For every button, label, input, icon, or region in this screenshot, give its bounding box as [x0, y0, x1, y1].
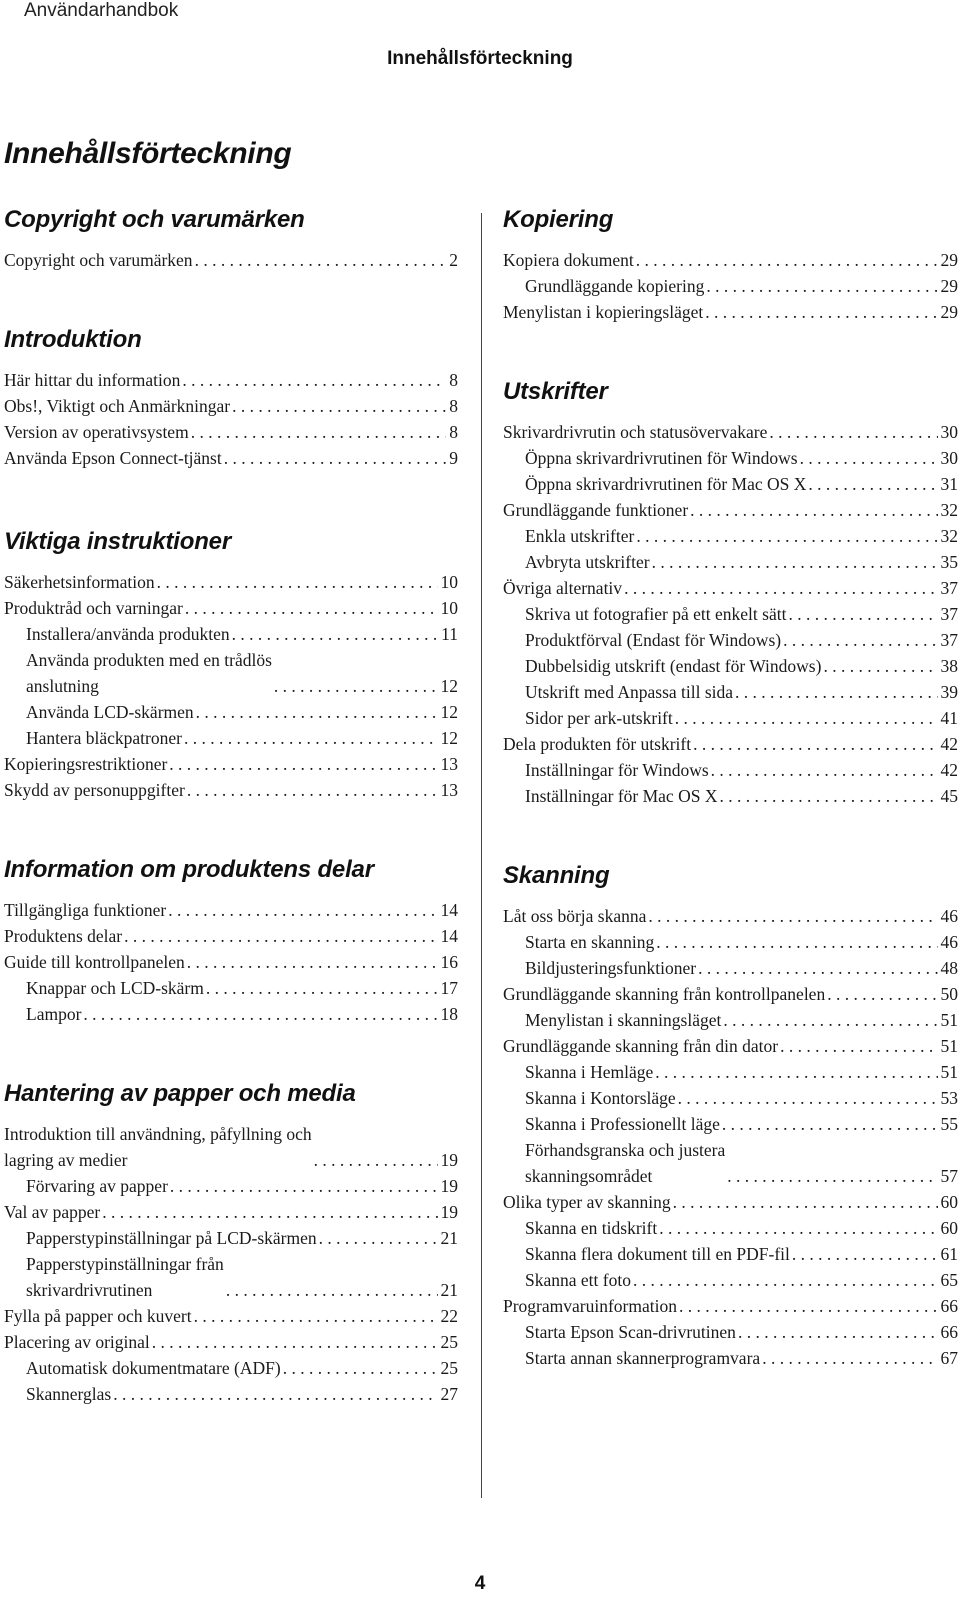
toc-entry[interactable] — [503, 1085, 958, 1111]
toc-entry-label: Placering av original — [4, 1332, 150, 1352]
toc-entry[interactable] — [503, 549, 958, 575]
toc-entry[interactable] — [4, 647, 458, 699]
toc-entry-label: Produktråd och varningar — [4, 598, 183, 618]
toc-entry-label: Låt oss börja skanna — [503, 906, 647, 926]
dot-leader — [170, 1173, 438, 1199]
toc-entry-label: Olika typer av skanning — [503, 1192, 671, 1212]
toc-entry-label: Knappar och LCD-skärm — [26, 978, 204, 998]
section-title: Skanning — [503, 862, 610, 889]
toc-entry[interactable] — [4, 1173, 458, 1199]
toc-entry-page: 37 — [940, 604, 958, 624]
toc-entry-list — [503, 903, 958, 1371]
toc-entry-page: 39 — [940, 682, 958, 702]
toc-entry-list — [4, 247, 458, 273]
dot-leader — [195, 247, 447, 273]
toc-entry[interactable] — [4, 725, 458, 751]
toc-entry-page: 46 — [940, 906, 958, 926]
toc-entry-label: Lampor — [26, 1004, 82, 1024]
dot-leader — [675, 705, 938, 731]
toc-entry-label: Installera/använda produkten — [26, 624, 230, 644]
toc-entry-page: 13 — [440, 754, 458, 774]
toc-left-column — [4, 205, 458, 1407]
toc-entry-page: 66 — [940, 1296, 958, 1316]
dot-leader — [283, 1355, 438, 1381]
toc-entry-label: Copyright och varumärken — [4, 250, 193, 270]
toc-entry-page: 45 — [940, 786, 958, 806]
column-divider — [481, 213, 482, 1498]
toc-entry-label: Val av papper — [4, 1202, 101, 1222]
dot-leader — [624, 575, 937, 601]
toc-entry-label: Dela produkten för utskrift — [503, 734, 692, 754]
toc-entry-page: 60 — [940, 1218, 958, 1238]
dot-leader — [780, 1033, 937, 1059]
toc-entry-list — [4, 367, 458, 471]
toc-entry-label: Använda LCD-skärmen — [26, 702, 194, 722]
toc-entry-page: 42 — [940, 760, 958, 780]
toc-entry-list — [4, 897, 458, 1027]
page-title: Innehållsförteckning — [4, 137, 292, 170]
toc-entry-page: 25 — [440, 1358, 458, 1378]
dot-leader — [705, 299, 937, 325]
toc-entry-page: 29 — [940, 276, 958, 296]
toc-entry[interactable] — [503, 575, 958, 601]
dot-leader — [656, 929, 937, 955]
toc-entry-page: 46 — [940, 932, 958, 952]
toc-entry[interactable] — [503, 1059, 958, 1085]
toc-entry-label: Programvaruinformation — [503, 1296, 677, 1316]
toc-entry-label: Inställningar för Mac OS X — [525, 786, 718, 806]
dot-leader — [827, 981, 937, 1007]
toc-entry-page: 8 — [449, 396, 458, 416]
dot-leader — [698, 955, 937, 981]
toc-entry-label: Utskrift med Anpassa till sida — [525, 682, 734, 702]
dot-leader — [636, 247, 938, 273]
dot-leader — [823, 653, 937, 679]
toc-entry-label: Grundläggande skanning från kontrollpanelen — [503, 984, 826, 1004]
dot-leader — [655, 1059, 937, 1085]
toc-entry[interactable] — [503, 273, 958, 299]
dot-leader — [711, 757, 938, 783]
toc-entry-page: 38 — [940, 656, 958, 676]
toc-entry[interactable] — [503, 445, 958, 471]
toc-entry[interactable] — [503, 929, 958, 955]
dot-leader — [722, 1111, 938, 1137]
toc-entry-page: 32 — [940, 526, 958, 546]
dot-leader — [224, 445, 447, 471]
toc-entry[interactable] — [4, 1329, 458, 1355]
section-title: Introduktion — [4, 326, 142, 353]
toc-entry[interactable] — [4, 1225, 458, 1251]
toc-entry-label: Fylla på papper och kuvert — [4, 1306, 192, 1326]
toc-section — [4, 855, 458, 1027]
toc-entry[interactable] — [4, 419, 458, 445]
toc-entry-page: 25 — [440, 1332, 458, 1352]
toc-entry[interactable] — [503, 299, 958, 325]
dot-leader — [319, 1225, 438, 1251]
toc-entry-page: 35 — [940, 552, 958, 572]
dot-leader — [274, 673, 438, 699]
toc-entry-page: 27 — [440, 1384, 458, 1404]
dot-leader — [652, 549, 938, 575]
toc-entry[interactable] — [503, 1215, 958, 1241]
dot-leader — [800, 445, 938, 471]
toc-entry-page: 41 — [940, 708, 958, 728]
toc-entry-label: Skanna ett foto — [525, 1270, 631, 1290]
toc-entry-page: 31 — [940, 474, 958, 494]
toc-entry-page: 51 — [940, 1010, 958, 1030]
toc-entry[interactable] — [503, 1033, 958, 1059]
toc-entry-label: Skanna en tidskrift — [525, 1218, 658, 1238]
toc-entry-label: Kopiera dokument — [503, 250, 634, 270]
dot-leader — [194, 1303, 438, 1329]
dot-leader — [788, 601, 937, 627]
dot-leader — [182, 367, 446, 393]
toc-entry-page: 51 — [940, 1062, 958, 1082]
toc-entry[interactable] — [503, 1007, 958, 1033]
dot-leader — [206, 975, 438, 1001]
toc-entry-page: 37 — [940, 630, 958, 650]
section-title: Viktiga instruktioner — [4, 528, 231, 555]
dot-leader — [633, 1267, 938, 1293]
toc-entry-page: 22 — [440, 1306, 458, 1326]
toc-entry[interactable] — [503, 419, 958, 445]
dot-leader — [738, 1319, 938, 1345]
toc-entry-label: Skriva ut fotografier på ett enkelt sätt — [525, 604, 787, 624]
toc-entry-label: Förhandsgranska och justera skanningsområdet — [525, 1140, 726, 1186]
toc-entry-page: 29 — [940, 302, 958, 322]
toc-entry[interactable] — [503, 497, 958, 523]
toc-entry-page: 37 — [940, 578, 958, 598]
toc-entry[interactable] — [503, 903, 958, 929]
toc-entry[interactable] — [503, 1137, 958, 1189]
toc-entry-label: Skanna i Hemläge — [525, 1062, 654, 1082]
toc-entry[interactable] — [4, 923, 458, 949]
toc-entry[interactable] — [503, 1111, 958, 1137]
toc-entry-label: Dubbelsidig utskrift (endast för Windows) — [525, 656, 822, 676]
dot-leader — [187, 777, 438, 803]
toc-entry-label: Grundläggande kopiering — [525, 276, 705, 296]
toc-entry-page: 19 — [440, 1176, 458, 1196]
toc-entry[interactable] — [4, 445, 458, 471]
toc-entry-page: 13 — [440, 780, 458, 800]
dot-leader — [735, 679, 937, 705]
toc-entry[interactable] — [4, 1121, 458, 1173]
toc-section — [503, 861, 958, 1371]
dot-leader — [152, 1329, 438, 1355]
toc-entry-page: 30 — [940, 448, 958, 468]
toc-entry-label: Papperstypinställningar från skrivardrivrutinen — [26, 1254, 224, 1300]
toc-entry-page: 60 — [940, 1192, 958, 1212]
dot-leader — [232, 393, 446, 419]
toc-entry-label: Tillgängliga funktioner — [4, 900, 167, 920]
toc-entry-label: Här hittar du information — [4, 370, 181, 390]
dot-leader — [678, 1085, 938, 1111]
toc-entry-label: Säkerhetsinformation — [4, 572, 155, 592]
toc-entry[interactable] — [4, 751, 458, 777]
toc-entry-page: 65 — [940, 1270, 958, 1290]
toc-entry-label: Skanna i Kontorsläge — [525, 1088, 676, 1108]
dot-leader — [762, 1345, 937, 1371]
dot-leader — [706, 273, 937, 299]
section-title: Hantering av papper och media — [4, 1080, 356, 1107]
running-title: Innehållsförteckning — [387, 48, 573, 69]
toc-entry[interactable] — [4, 1381, 458, 1407]
toc-entry-page: 10 — [440, 598, 458, 618]
dot-leader — [690, 497, 937, 523]
toc-entry-label: Introduktion till användning, påfyllning och lagring av medier — [4, 1124, 312, 1170]
toc-entry[interactable] — [503, 955, 958, 981]
toc-entry-label: Förvaring av papper — [26, 1176, 168, 1196]
dot-leader — [648, 903, 937, 929]
toc-entry[interactable] — [503, 679, 958, 705]
toc-entry-label: Sidor per ark-utskrift — [525, 708, 673, 728]
dot-leader — [792, 1241, 938, 1267]
toc-entry-list — [503, 247, 958, 325]
toc-entry-label: Grundläggande skanning från din dator — [503, 1036, 779, 1056]
dot-leader — [168, 897, 437, 923]
toc-entry-label: Skanna i Professionellt läge — [525, 1114, 720, 1134]
dot-leader — [723, 1007, 937, 1033]
toc-entry-label: Papperstypinställningar på LCD-skärmen — [26, 1228, 317, 1248]
toc-right-column — [503, 205, 958, 1371]
toc-entry-label: Grundläggande funktioner — [503, 500, 689, 520]
toc-entry[interactable] — [4, 569, 458, 595]
toc-entry-page: 19 — [440, 1150, 458, 1170]
toc-entry[interactable] — [4, 1001, 458, 1027]
dot-leader — [226, 1277, 438, 1303]
toc-entry[interactable] — [4, 1355, 458, 1381]
section-title: Kopiering — [503, 206, 614, 233]
toc-entry-page: 18 — [440, 1004, 458, 1024]
dot-leader — [157, 569, 438, 595]
toc-entry-label: Använda produkten med en trådlös anslutning — [26, 650, 272, 696]
toc-entry-page: 51 — [940, 1036, 958, 1056]
toc-entry[interactable] — [4, 1199, 458, 1225]
toc-entry[interactable] — [503, 757, 958, 783]
toc-entry[interactable] — [4, 393, 458, 419]
toc-entry-label: Skanna flera dokument till en PDF-fil — [525, 1244, 790, 1264]
toc-entry-page: 12 — [440, 728, 458, 748]
toc-entry-page: 14 — [440, 900, 458, 920]
toc-entry-page: 42 — [940, 734, 958, 754]
toc-entry[interactable] — [4, 975, 458, 1001]
toc-entry-page: 30 — [940, 422, 958, 442]
toc-entry-label: Produktens delar — [4, 926, 123, 946]
toc-entry-page: 12 — [440, 702, 458, 722]
toc-entry[interactable] — [503, 731, 958, 757]
toc-entry-label: Avbryta utskrifter — [525, 552, 650, 572]
dot-leader — [169, 751, 437, 777]
toc-entry-label: Skrivardrivrutin och statusövervakare — [503, 422, 768, 442]
toc-entry-page: 50 — [940, 984, 958, 1004]
toc-entry-page: 55 — [940, 1114, 958, 1134]
dot-leader — [783, 627, 937, 653]
toc-entry[interactable] — [4, 777, 458, 803]
toc-entry-page: 48 — [940, 958, 958, 978]
toc-section — [4, 527, 458, 803]
toc-section — [4, 1079, 458, 1407]
running-header: Användarhandbok — [24, 0, 179, 21]
toc-entry-page: 67 — [940, 1348, 958, 1368]
toc-entry-label: Skannerglas — [26, 1384, 112, 1404]
toc-entry-page: 10 — [440, 572, 458, 592]
dot-leader — [808, 471, 937, 497]
toc-entry[interactable] — [503, 783, 958, 809]
toc-entry-label: Starta en skanning — [525, 932, 655, 952]
toc-entry-page: 57 — [940, 1166, 958, 1186]
toc-entry-label: Enkla utskrifter — [525, 526, 635, 546]
dot-leader — [83, 1001, 437, 1027]
toc-section — [4, 325, 458, 471]
dot-leader — [196, 699, 438, 725]
dot-leader — [693, 731, 937, 757]
dot-leader — [232, 621, 439, 647]
toc-entry[interactable] — [503, 1293, 958, 1319]
toc-entry-label: Inställningar för Windows — [525, 760, 709, 780]
toc-entry[interactable] — [503, 523, 958, 549]
toc-entry-list — [503, 419, 958, 809]
toc-entry-label: Guide till kontrollpanelen — [4, 952, 185, 972]
toc-entry[interactable] — [503, 1319, 958, 1345]
toc-entry-page: 17 — [440, 978, 458, 998]
toc-entry[interactable] — [503, 981, 958, 1007]
dot-leader — [673, 1189, 938, 1215]
toc-section — [4, 205, 458, 273]
toc-entry-page: 19 — [440, 1202, 458, 1222]
toc-entry[interactable] — [503, 601, 958, 627]
toc-entry-label: Menylistan i kopieringsläget — [503, 302, 704, 322]
section-title: Information om produktens delar — [4, 856, 374, 883]
toc-entry-page: 16 — [440, 952, 458, 972]
toc-entry-label: Öppna skrivardrivrutinen för Windows — [525, 448, 798, 468]
toc-entry-page: 2 — [449, 250, 458, 270]
dot-leader — [659, 1215, 937, 1241]
toc-entry[interactable] — [503, 247, 958, 273]
toc-entry-label: Använda Epson Connect-tjänst — [4, 448, 222, 468]
toc-entry[interactable] — [4, 897, 458, 923]
toc-entry[interactable] — [4, 1303, 458, 1329]
toc-entry-label: Bildjusteringsfunktioner — [525, 958, 697, 978]
toc-entry-list — [4, 569, 458, 803]
toc-entry[interactable] — [503, 1241, 958, 1267]
toc-entry[interactable] — [503, 705, 958, 731]
dot-leader — [719, 783, 937, 809]
dot-leader — [314, 1147, 438, 1173]
toc-entry[interactable] — [503, 1189, 958, 1215]
toc-entry-page: 8 — [449, 370, 458, 390]
dot-leader — [191, 419, 447, 445]
toc-entry[interactable] — [4, 621, 458, 647]
toc-entry[interactable] — [4, 699, 458, 725]
toc-entry-label: Skydd av personuppgifter — [4, 780, 185, 800]
toc-entry-label: Starta annan skannerprogramvara — [525, 1348, 761, 1368]
toc-entry-page: 8 — [449, 422, 458, 442]
toc-entry-label: Version av operativsystem — [4, 422, 189, 442]
toc-entry[interactable] — [503, 471, 958, 497]
toc-entry-label: Obs!, Viktigt och Anmärkningar — [4, 396, 231, 416]
toc-entry-page: 32 — [940, 500, 958, 520]
section-title: Copyright och varumärken — [4, 206, 305, 233]
dot-leader — [124, 923, 437, 949]
toc-entry-page: 14 — [440, 926, 458, 946]
toc-entry-page: 29 — [940, 250, 958, 270]
toc-entry-label: Produktförval (Endast för Windows) — [525, 630, 782, 650]
toc-entry[interactable] — [4, 247, 458, 273]
toc-entry-page: 61 — [940, 1244, 958, 1264]
toc-entry-label: Övriga alternativ — [503, 578, 623, 598]
toc-entry[interactable] — [503, 627, 958, 653]
dot-leader — [727, 1163, 937, 1189]
toc-entry-label: Kopieringsrestriktioner — [4, 754, 168, 774]
toc-entry[interactable] — [503, 1267, 958, 1293]
toc-entry-page: 11 — [441, 624, 458, 644]
toc-entry-page: 12 — [440, 676, 458, 696]
toc-entry-label: Automatisk dokumentmatare (ADF) — [26, 1358, 281, 1378]
dot-leader — [679, 1293, 938, 1319]
toc-entry-page: 21 — [440, 1280, 458, 1300]
toc-entry-list — [4, 1121, 458, 1407]
page-number: 4 — [474, 1573, 486, 1594]
dot-leader — [769, 419, 937, 445]
dot-leader — [187, 949, 438, 975]
toc-entry-page: 21 — [440, 1228, 458, 1248]
dot-leader — [184, 725, 438, 751]
toc-section — [503, 205, 958, 325]
toc-entry-label: Hantera bläckpatroner — [26, 728, 182, 748]
toc-entry[interactable] — [503, 653, 958, 679]
toc-entry[interactable] — [4, 949, 458, 975]
toc-entry[interactable] — [4, 595, 458, 621]
toc-entry-page: 53 — [940, 1088, 958, 1108]
dot-leader — [185, 595, 438, 621]
toc-entry[interactable] — [503, 1345, 958, 1371]
toc-entry-page: 9 — [449, 448, 458, 468]
toc-entry[interactable] — [4, 367, 458, 393]
dot-leader — [113, 1381, 437, 1407]
toc-section — [503, 377, 958, 809]
toc-entry-label: Starta Epson Scan-drivrutinen — [525, 1322, 736, 1342]
dot-leader — [102, 1199, 437, 1225]
section-title: Utskrifter — [503, 378, 608, 405]
toc-entry-page: 66 — [940, 1322, 958, 1342]
toc-entry-label: Menylistan i skanningsläget — [525, 1010, 722, 1030]
toc-entry[interactable] — [4, 1251, 458, 1303]
toc-entry-label: Öppna skrivardrivrutinen för Mac OS X — [525, 474, 807, 494]
dot-leader — [636, 523, 937, 549]
